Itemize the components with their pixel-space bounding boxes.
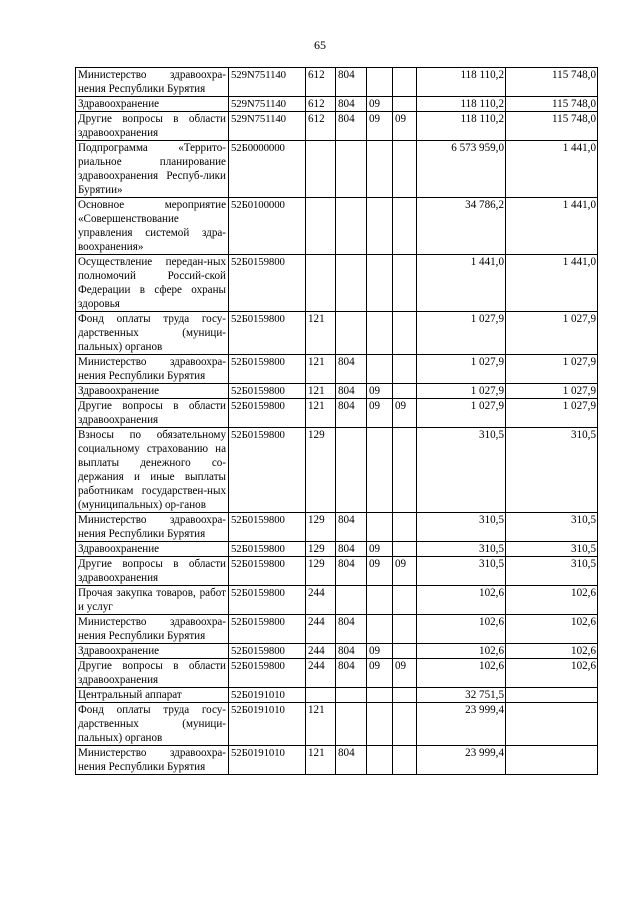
- section-cell: [367, 746, 393, 775]
- amount-2-cell: 115 748,0: [506, 68, 598, 97]
- amount-2-cell: 115 748,0: [506, 112, 598, 141]
- table-row: [76, 644, 598, 659]
- amount-2-cell: 310,5: [506, 542, 598, 557]
- expense-type-cell: 612: [306, 68, 336, 97]
- table-row: [76, 384, 598, 399]
- target-article-code-cell: 52Б0159800: [229, 384, 306, 399]
- ministry-code-cell: [336, 255, 367, 312]
- table-row: [76, 659, 598, 688]
- section-cell: [367, 428, 393, 513]
- ministry-code-cell: [336, 428, 367, 513]
- amount-1-cell: 118 110,2: [417, 97, 506, 112]
- amount-2-cell: [506, 746, 598, 775]
- subsection-cell: [393, 198, 417, 255]
- expense-type-cell: 121: [306, 703, 336, 746]
- subsection-cell: [393, 355, 417, 384]
- ministry-code-cell: 804: [336, 746, 367, 775]
- target-article-code-cell: 52Б0159800: [229, 513, 306, 542]
- table-row: [76, 615, 598, 644]
- ministry-code-cell: [336, 312, 367, 355]
- table-row: [76, 557, 598, 586]
- amount-2-cell: [506, 703, 598, 746]
- section-cell: [367, 255, 393, 312]
- expense-name-cell: Министерство здравоохра-нения Республики Бурятия: [76, 746, 229, 775]
- target-article-code-cell: 52Б0159800: [229, 542, 306, 557]
- table-row: [76, 703, 598, 746]
- expense-name-cell: Другие вопросы в области здравоохранения: [76, 399, 229, 428]
- subsection-cell: [393, 644, 417, 659]
- target-article-code-cell: 52Б0159800: [229, 659, 306, 688]
- ministry-code-cell: [336, 688, 367, 703]
- amount-2-cell: 102,6: [506, 615, 598, 644]
- amount-1-cell: 102,6: [417, 586, 506, 615]
- expense-type-cell: 121: [306, 399, 336, 428]
- expense-type-cell: 121: [306, 355, 336, 384]
- table-row: [76, 355, 598, 384]
- target-article-code-cell: 52Б0191010: [229, 688, 306, 703]
- ministry-code-cell: 804: [336, 513, 367, 542]
- target-article-code-cell: 52Б0159800: [229, 312, 306, 355]
- subsection-cell: 09: [393, 557, 417, 586]
- ministry-code-cell: 804: [336, 97, 367, 112]
- expense-name-cell: Другие вопросы в области здравоохранения: [76, 112, 229, 141]
- amount-1-cell: 310,5: [417, 513, 506, 542]
- expense-type-cell: 244: [306, 659, 336, 688]
- amount-1-cell: 34 786,2: [417, 198, 506, 255]
- ministry-code-cell: [336, 198, 367, 255]
- ministry-code-cell: 804: [336, 542, 367, 557]
- subsection-cell: [393, 513, 417, 542]
- target-article-code-cell: 52Б0159800: [229, 428, 306, 513]
- expense-type-cell: 129: [306, 542, 336, 557]
- table-row: [76, 312, 598, 355]
- ministry-code-cell: [336, 703, 367, 746]
- amount-2-cell: 1 441,0: [506, 198, 598, 255]
- target-article-code-cell: 52Б0000000: [229, 141, 306, 198]
- expense-name-cell: Министерство здравоохра-нения Республики Бурятия: [76, 513, 229, 542]
- expense-name-cell: Прочая закупка товаров, работ и услуг: [76, 586, 229, 615]
- table-row: [76, 255, 598, 312]
- ministry-code-cell: 804: [336, 644, 367, 659]
- amount-2-cell: 310,5: [506, 513, 598, 542]
- expense-name-cell: Другие вопросы в области здравоохранения: [76, 659, 229, 688]
- expense-name-cell: Здравоохранение: [76, 384, 229, 399]
- ministry-code-cell: 804: [336, 557, 367, 586]
- section-cell: [367, 703, 393, 746]
- table-row: [76, 399, 598, 428]
- table-row: [76, 112, 598, 141]
- section-cell: [367, 688, 393, 703]
- expense-name-cell: Министерство здравоохра-нения Республики Бурятия: [76, 355, 229, 384]
- table-row: [76, 586, 598, 615]
- expense-name-cell: Осуществление передан-ных полномочий Россий-ской Федерации в сфере охраны здоровья: [76, 255, 229, 312]
- table-row: [76, 97, 598, 112]
- section-cell: 09: [367, 112, 393, 141]
- expense-type-cell: 244: [306, 586, 336, 615]
- amount-1-cell: 23 999,4: [417, 746, 506, 775]
- table-row: [76, 428, 598, 513]
- amount-2-cell: 1 027,9: [506, 312, 598, 355]
- amount-1-cell: 1 027,9: [417, 355, 506, 384]
- ministry-code-cell: 804: [336, 384, 367, 399]
- subsection-cell: 09: [393, 399, 417, 428]
- amount-1-cell: 102,6: [417, 644, 506, 659]
- subsection-cell: [393, 255, 417, 312]
- expense-name-cell: Взносы по обязательному социальному страхованию на выплаты денежного со-держания и иные выплаты работникам государствен-ных (муниципальных) ор-ганов: [76, 428, 229, 513]
- expense-name-cell: Фонд оплаты труда госу-дарственных (муници-пальных) органов: [76, 703, 229, 746]
- amount-1-cell: 310,5: [417, 428, 506, 513]
- table-row: [76, 513, 598, 542]
- section-cell: 09: [367, 644, 393, 659]
- expense-type-cell: 244: [306, 615, 336, 644]
- expense-name-cell: Подпрограмма «Террито-риальное планирование здравоохранения Респуб-лики Бурятии»: [76, 141, 229, 198]
- amount-2-cell: 102,6: [506, 586, 598, 615]
- section-cell: 09: [367, 542, 393, 557]
- target-article-code-cell: 52Б0159800: [229, 586, 306, 615]
- table-row: [76, 542, 598, 557]
- expense-name-cell: Другие вопросы в области здравоохранения: [76, 557, 229, 586]
- ministry-code-cell: 804: [336, 659, 367, 688]
- section-cell: [367, 141, 393, 198]
- expense-type-cell: 244: [306, 644, 336, 659]
- section-cell: 09: [367, 384, 393, 399]
- target-article-code-cell: 52Б0159800: [229, 644, 306, 659]
- table-row: [76, 688, 598, 703]
- section-cell: [367, 198, 393, 255]
- section-cell: [367, 68, 393, 97]
- amount-2-cell: [506, 688, 598, 703]
- amount-2-cell: 115 748,0: [506, 97, 598, 112]
- section-cell: 09: [367, 557, 393, 586]
- expense-type-cell: 121: [306, 312, 336, 355]
- amount-1-cell: 32 751,5: [417, 688, 506, 703]
- target-article-code-cell: 529N751140: [229, 97, 306, 112]
- ministry-code-cell: 804: [336, 399, 367, 428]
- amount-1-cell: 118 110,2: [417, 112, 506, 141]
- amount-1-cell: 1 027,9: [417, 384, 506, 399]
- target-article-code-cell: 52Б0191010: [229, 746, 306, 775]
- subsection-cell: [393, 703, 417, 746]
- ministry-code-cell: 804: [336, 112, 367, 141]
- expense-type-cell: [306, 255, 336, 312]
- amount-1-cell: 310,5: [417, 542, 506, 557]
- amount-2-cell: 1 441,0: [506, 255, 598, 312]
- amount-1-cell: 6 573 959,0: [417, 141, 506, 198]
- amount-1-cell: 1 441,0: [417, 255, 506, 312]
- target-article-code-cell: 52Б0159800: [229, 399, 306, 428]
- ministry-code-cell: [336, 586, 367, 615]
- subsection-cell: [393, 312, 417, 355]
- ministry-code-cell: 804: [336, 615, 367, 644]
- expense-name-cell: Здравоохранение: [76, 542, 229, 557]
- amount-1-cell: 118 110,2: [417, 68, 506, 97]
- subsection-cell: [393, 688, 417, 703]
- amount-1-cell: 1 027,9: [417, 312, 506, 355]
- target-article-code-cell: 52Б0159800: [229, 355, 306, 384]
- expense-type-cell: [306, 141, 336, 198]
- table-row: [76, 141, 598, 198]
- target-article-code-cell: 52Б0191010: [229, 703, 306, 746]
- subsection-cell: [393, 542, 417, 557]
- subsection-cell: [393, 746, 417, 775]
- target-article-code-cell: 52Б0100000: [229, 198, 306, 255]
- subsection-cell: 09: [393, 659, 417, 688]
- subsection-cell: [393, 68, 417, 97]
- target-article-code-cell: 52Б0159800: [229, 557, 306, 586]
- budget-table-body: [76, 68, 598, 775]
- section-cell: 09: [367, 659, 393, 688]
- expense-name-cell: Центральный аппарат: [76, 688, 229, 703]
- amount-1-cell: 1 027,9: [417, 399, 506, 428]
- section-cell: [367, 513, 393, 542]
- ministry-code-cell: 804: [336, 355, 367, 384]
- section-cell: 09: [367, 399, 393, 428]
- amount-2-cell: 1 027,9: [506, 384, 598, 399]
- amount-2-cell: 310,5: [506, 557, 598, 586]
- section-cell: [367, 355, 393, 384]
- amount-1-cell: 102,6: [417, 615, 506, 644]
- subsection-cell: [393, 586, 417, 615]
- amount-2-cell: 1 027,9: [506, 399, 598, 428]
- section-cell: [367, 586, 393, 615]
- subsection-cell: [393, 141, 417, 198]
- subsection-cell: [393, 97, 417, 112]
- amount-2-cell: 1 027,9: [506, 355, 598, 384]
- expense-name-cell: Здравоохранение: [76, 97, 229, 112]
- target-article-code-cell: 529N751140: [229, 112, 306, 141]
- expense-type-cell: 121: [306, 384, 336, 399]
- amount-2-cell: 310,5: [506, 428, 598, 513]
- expense-type-cell: 129: [306, 557, 336, 586]
- subsection-cell: [393, 428, 417, 513]
- table-row: [76, 746, 598, 775]
- subsection-cell: [393, 384, 417, 399]
- table-row: [76, 68, 598, 97]
- amount-1-cell: 310,5: [417, 557, 506, 586]
- expense-type-cell: 129: [306, 428, 336, 513]
- expense-type-cell: 121: [306, 746, 336, 775]
- expense-type-cell: [306, 688, 336, 703]
- section-cell: [367, 312, 393, 355]
- table-row: [76, 198, 598, 255]
- expense-name-cell: Основное мероприятие «Совершенствование управления системой здра-воохранения»: [76, 198, 229, 255]
- target-article-code-cell: 52Б0159800: [229, 615, 306, 644]
- expense-name-cell: Фонд оплаты труда госу-дарственных (муници-пальных) органов: [76, 312, 229, 355]
- budget-table: [75, 67, 598, 775]
- expense-type-cell: 612: [306, 112, 336, 141]
- expense-name-cell: Министерство здравоохра-нения Республики Бурятия: [76, 68, 229, 97]
- expense-name-cell: Здравоохранение: [76, 644, 229, 659]
- page-number: 65: [314, 38, 326, 52]
- expense-type-cell: [306, 198, 336, 255]
- amount-1-cell: 102,6: [417, 659, 506, 688]
- ministry-code-cell: [336, 141, 367, 198]
- amount-2-cell: 102,6: [506, 644, 598, 659]
- amount-1-cell: 23 999,4: [417, 703, 506, 746]
- amount-2-cell: 102,6: [506, 659, 598, 688]
- section-cell: [367, 615, 393, 644]
- target-article-code-cell: 52Б0159800: [229, 255, 306, 312]
- target-article-code-cell: 529N751140: [229, 68, 306, 97]
- amount-2-cell: 1 441,0: [506, 141, 598, 198]
- subsection-cell: [393, 615, 417, 644]
- ministry-code-cell: 804: [336, 68, 367, 97]
- expense-type-cell: 129: [306, 513, 336, 542]
- subsection-cell: 09: [393, 112, 417, 141]
- section-cell: 09: [367, 97, 393, 112]
- expense-name-cell: Министерство здравоохра-нения Республики Бурятия: [76, 615, 229, 644]
- expense-type-cell: 612: [306, 97, 336, 112]
